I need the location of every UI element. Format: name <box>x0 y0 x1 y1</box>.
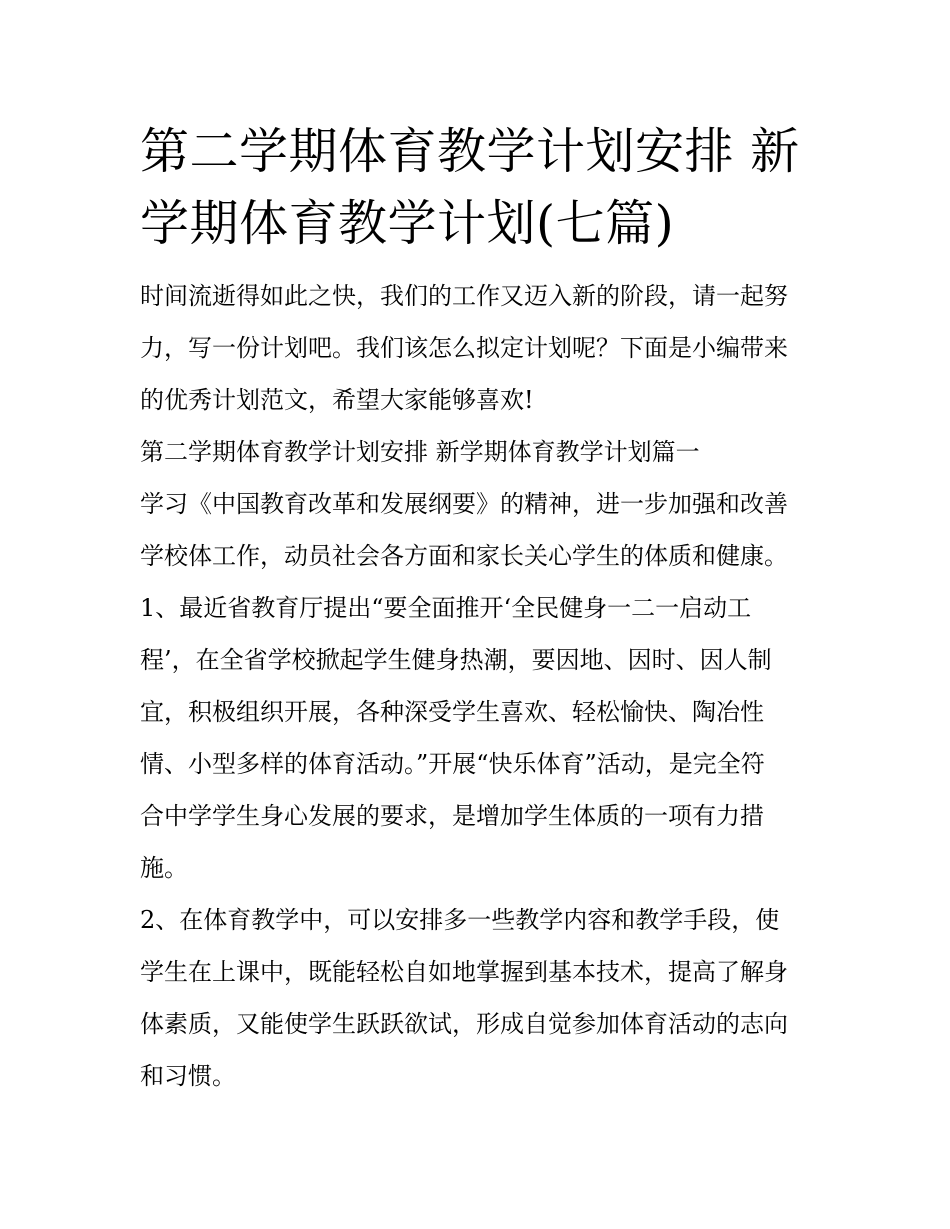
body-line-8: 程’，在全省学校掀起学生健身热潮，要因地、因时、因人制 <box>140 646 772 674</box>
body-line-16: 和习惯。 <box>140 1062 236 1090</box>
body-line-14: 学生在上课中，既能轻松自如地掌握到基本技术，提高了解身 <box>140 958 788 986</box>
body-line-3: 的优秀计划范文，希望大家能够喜欢! <box>140 386 534 414</box>
body-line-1: 时间流逝得如此之快，我们的工作又迈入新的阶段，请一起努 <box>140 282 788 310</box>
body-line-15: 体素质，又能使学生跃跃欲试，形成自觉参加体育活动的志向 <box>140 1010 788 1038</box>
body-line-2: 力，写一份计划吧。我们该怎么拟定计划呢？下面是小编带来 <box>140 334 788 362</box>
body-line-7: 1、最近省教育厅提出“要全面推开‘全民健身一二一启动工 <box>140 594 752 622</box>
body-line-13: 2、在体育教学中，可以安排多一些教学内容和教学手段，使 <box>140 906 780 934</box>
body-line-12: 施。 <box>140 854 188 882</box>
document-title <box>140 116 820 260</box>
section-heading: 第二学期体育教学计划安排 新学期体育教学计划篇一 <box>140 438 700 466</box>
title-line-2: 学期体育教学计划(七篇) <box>140 195 675 252</box>
body-line-5: 学习《中国教育改革和发展纲要》的精神，进一步加强和改善 <box>140 490 788 518</box>
body-line-11: 合中学学生身心发展的要求，是增加学生体质的一项有力措 <box>140 802 764 830</box>
body-line-6: 学校体工作，动员社会各方面和家长关心学生的体质和健康。 <box>140 542 788 570</box>
body-line-10: 情、小型多样的体育活动。”开展“快乐体育”活动，是完全符 <box>140 750 765 778</box>
document-body <box>140 270 820 1102</box>
title-line-1: 第二学期体育教学计划安排 新 <box>140 123 800 180</box>
body-line-9: 宜，积极组织开展，各种深受学生喜欢、轻松愉快、陶冶性 <box>140 698 764 726</box>
document-content <box>140 116 820 1102</box>
